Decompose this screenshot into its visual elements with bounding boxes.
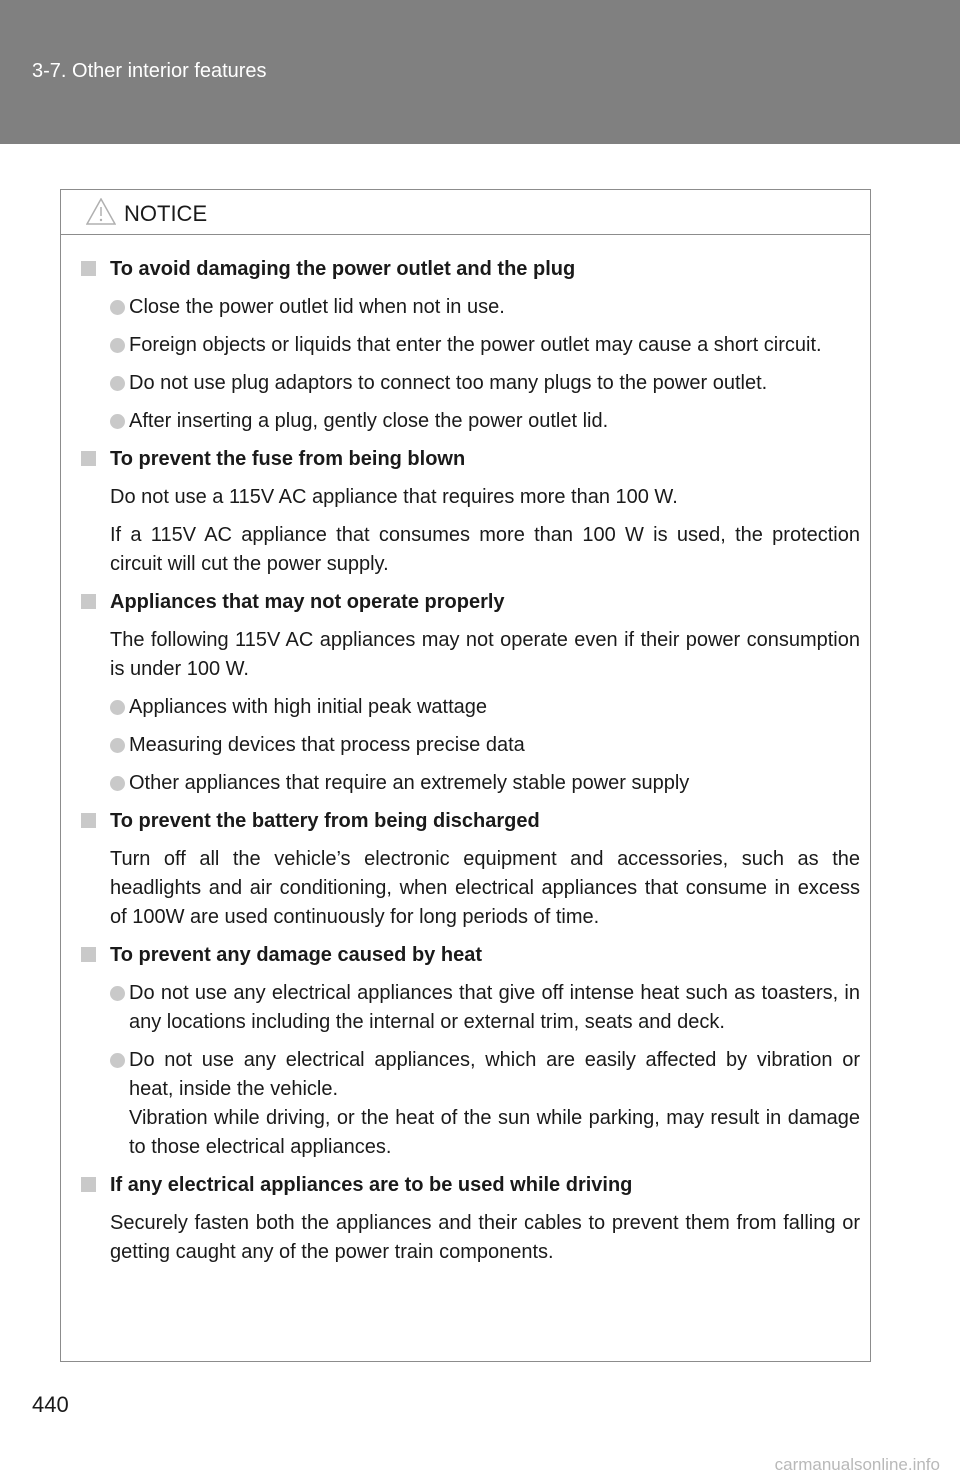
circle-bullet-icon bbox=[110, 986, 125, 1001]
bullet-subtext: Vibration while driving, or the heat of the sun while parking, may result in damage to those electrical appliances. bbox=[129, 1107, 860, 1158]
notice-content bbox=[61, 235, 870, 1267]
section-heading: To prevent the battery from being discharged bbox=[81, 807, 860, 836]
square-bullet-icon bbox=[81, 813, 96, 828]
bullet-item: Measuring devices that process precise data bbox=[110, 731, 860, 760]
circle-bullet-icon bbox=[110, 414, 125, 429]
page-number: 440 bbox=[32, 1392, 69, 1417]
paragraph: The following 115V AC appliances may not operate even if their power consumption is under 100 W. bbox=[110, 629, 860, 680]
bullet-item: Do not use plug adaptors to connect too many plugs to the power outlet. bbox=[110, 369, 860, 398]
paragraph: If a 115V AC appliance that consumes more than 100 W is used, the protection circuit will cut the power supply. bbox=[110, 524, 860, 575]
page-header bbox=[0, 0, 960, 144]
watermark: carmanualsonline.info bbox=[774, 1455, 940, 1474]
notice-title: NOTICE bbox=[124, 201, 208, 226]
circle-bullet-icon bbox=[110, 338, 125, 353]
circle-bullet-icon bbox=[110, 376, 125, 391]
bullet-item: Do not use any electrical appliances, which are easily affected by vibration or heat, inside the vehicle. Vibration while driving, or the heat of the sun while parking, may result in damage to those electrical appliances. bbox=[110, 1046, 860, 1162]
notice-box bbox=[60, 189, 871, 1362]
circle-bullet-icon bbox=[110, 300, 125, 315]
circle-bullet-icon bbox=[110, 776, 125, 791]
square-bullet-icon bbox=[81, 594, 96, 609]
bullet-item: Foreign objects or liquids that enter the power outlet may cause a short circuit. bbox=[110, 331, 860, 360]
square-bullet-icon bbox=[81, 1177, 96, 1192]
circle-bullet-icon bbox=[110, 738, 125, 753]
section-heading: Appliances that may not operate properly bbox=[81, 588, 860, 617]
bullet-item: Other appliances that require an extremely stable power supply bbox=[110, 769, 860, 798]
bullet-item: Do not use any electrical appliances that give off intense heat such as toasters, in any locations including the internal or external trim, seats and deck. bbox=[110, 979, 860, 1037]
square-bullet-icon bbox=[81, 451, 96, 466]
section-heading: To prevent any damage caused by heat bbox=[81, 941, 860, 970]
section-heading: If any electrical appliances are to be used while driving bbox=[81, 1171, 860, 1200]
warning-triangle-icon bbox=[86, 198, 116, 225]
bullet-item: Close the power outlet lid when not in use. bbox=[110, 293, 860, 322]
circle-bullet-icon bbox=[110, 700, 125, 715]
paragraph: Turn off all the vehicle’s electronic equipment and accessories, such as the headlights and air conditioning, when electrical appliances that consume in excess of 100W are used continuously for long periods of time. bbox=[110, 848, 860, 928]
paragraph: Do not use a 115V AC appliance that requires more than 100 W. bbox=[110, 486, 678, 508]
bullet-item: Appliances with high initial peak wattage bbox=[110, 693, 860, 722]
notice-header bbox=[61, 190, 870, 235]
circle-bullet-icon bbox=[110, 1053, 125, 1068]
section-heading: To avoid damaging the power outlet and the plug bbox=[81, 255, 860, 284]
square-bullet-icon bbox=[81, 947, 96, 962]
bullet-item: After inserting a plug, gently close the power outlet lid. bbox=[110, 407, 860, 436]
section-title: 3-7. Other interior features bbox=[32, 60, 267, 82]
section-heading: To prevent the fuse from being blown bbox=[81, 445, 860, 474]
square-bullet-icon bbox=[81, 261, 96, 276]
paragraph: Securely fasten both the appliances and their cables to prevent them from falling or getting caught any of the power train components. bbox=[110, 1212, 860, 1263]
